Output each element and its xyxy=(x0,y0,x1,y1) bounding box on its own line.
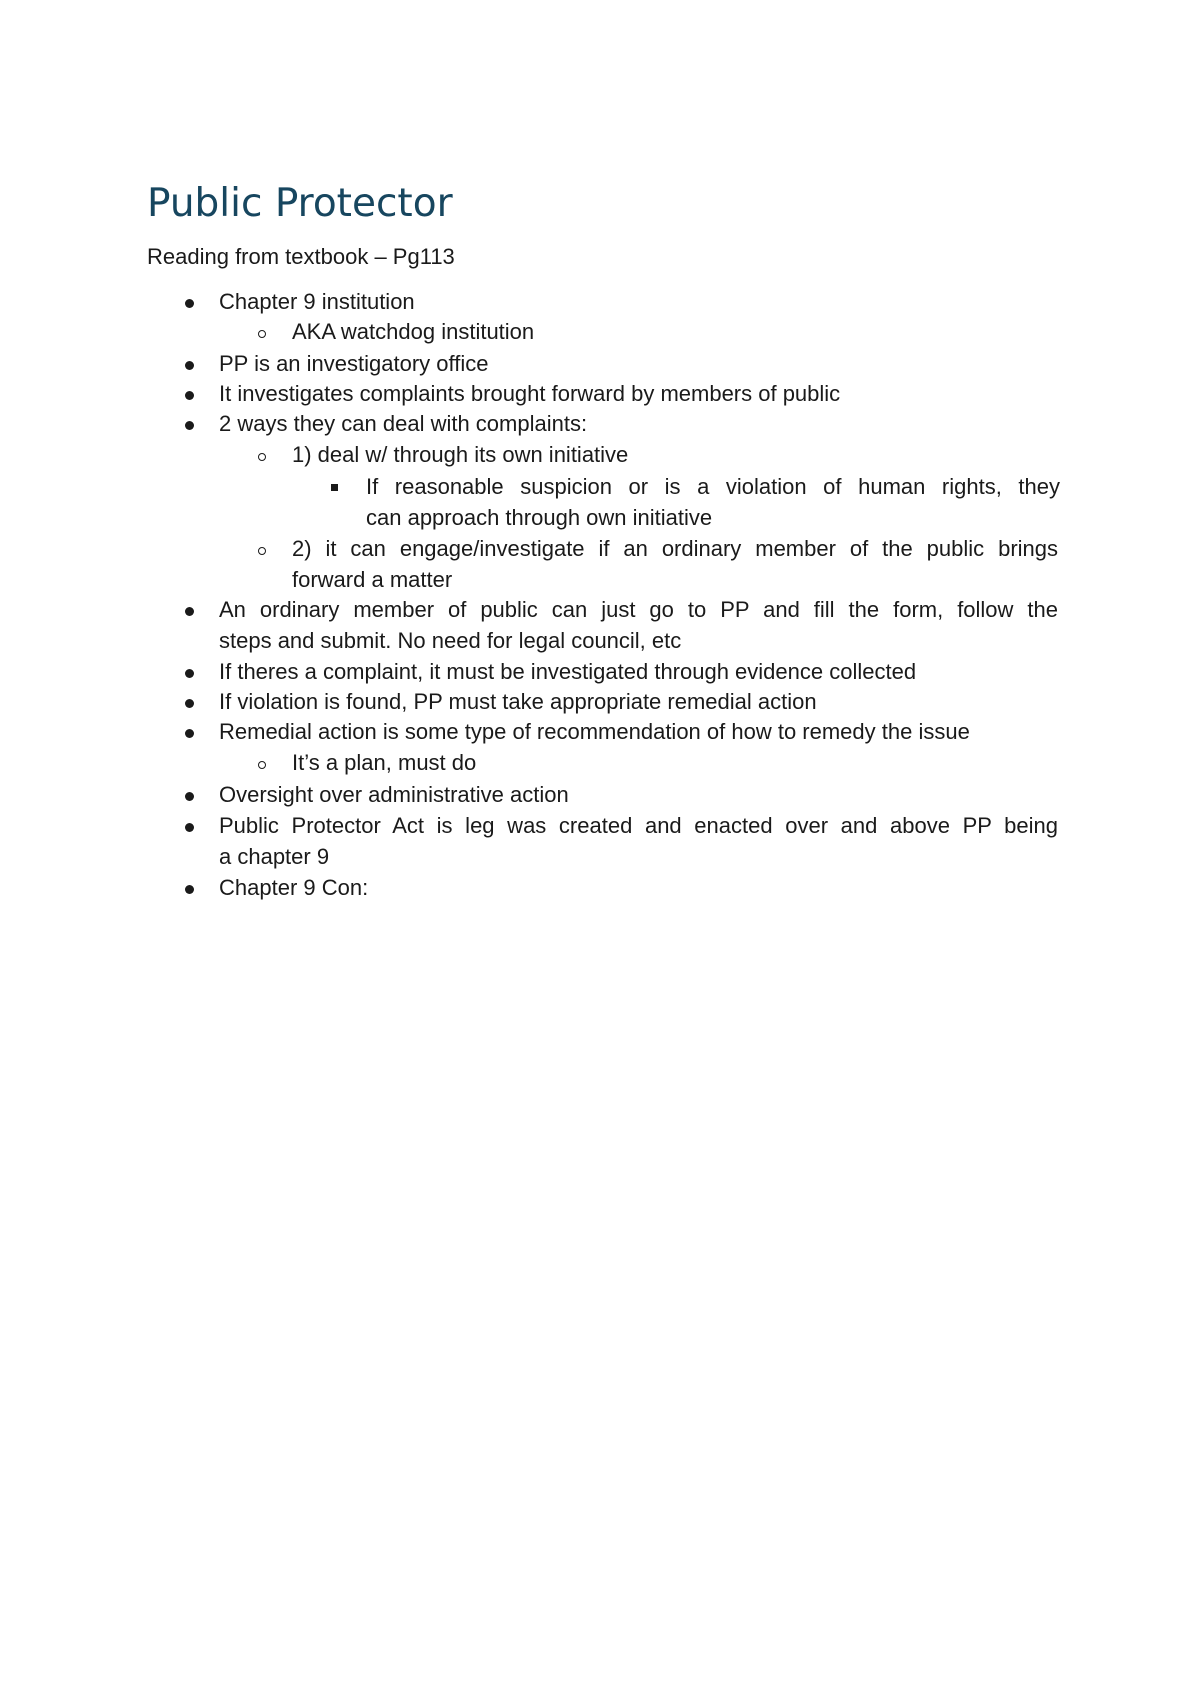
subtitle: Reading from textbook – Pg113 xyxy=(147,244,455,269)
list-item: AKA watchdog institution xyxy=(292,319,535,344)
page-title: Public Protector xyxy=(147,181,453,226)
bullet-disc-icon xyxy=(185,391,194,400)
list-item: 1) deal w/ through its own initiative xyxy=(292,442,629,467)
list-item: If reasonable suspicion or is a violation of human rights, they xyxy=(366,474,1060,499)
list-item: Chapter 9 Con: xyxy=(219,875,369,900)
list-item: Oversight over administrative action xyxy=(219,782,569,807)
bullet-circle-icon xyxy=(258,453,266,461)
bullet-square-icon xyxy=(331,484,338,491)
list-item: forward a matter xyxy=(292,567,453,592)
list-item: Chapter 9 institution xyxy=(219,289,415,314)
list-item: It investigates complaints brought forward by members of public xyxy=(219,381,841,406)
list-item: can approach through own initiative xyxy=(366,505,713,530)
bullet-circle-icon xyxy=(258,761,266,769)
list-item: Remedial action is some type of recommendation of how to remedy the issue xyxy=(219,719,970,744)
bullet-disc-icon xyxy=(185,361,194,370)
bullet-circle-icon xyxy=(258,547,266,555)
list-item: If theres a complaint, it must be investigated through evidence collected xyxy=(219,659,917,684)
bullet-disc-icon xyxy=(185,699,194,708)
list-item: If violation is found, PP must take appropriate remedial action xyxy=(219,689,817,714)
list-item: An ordinary member of public can just go to PP and fill the form, follow the xyxy=(219,597,1058,622)
bullet-disc-icon xyxy=(185,729,194,738)
bullet-circle-icon xyxy=(258,330,266,338)
bullet-disc-icon xyxy=(185,607,194,616)
bullet-disc-icon xyxy=(185,299,194,308)
bullet-disc-icon xyxy=(185,421,194,430)
list-item: It’s a plan, must do xyxy=(292,750,477,775)
bullet-disc-icon xyxy=(185,669,194,678)
bullet-disc-icon xyxy=(185,792,194,801)
list-item: a chapter 9 xyxy=(219,844,330,869)
bullet-disc-icon xyxy=(185,885,194,894)
list-item: steps and submit. No need for legal council, etc xyxy=(219,628,682,653)
list-item: PP is an investigatory office xyxy=(219,351,489,376)
bullet-disc-icon xyxy=(185,823,194,832)
list-item: 2 ways they can deal with complaints: xyxy=(219,411,588,436)
list-item: Public Protector Act is leg was created and enacted over and above PP being xyxy=(219,813,1058,838)
list-item: 2) it can engage/investigate if an ordinary member of the public brings xyxy=(292,536,1058,561)
